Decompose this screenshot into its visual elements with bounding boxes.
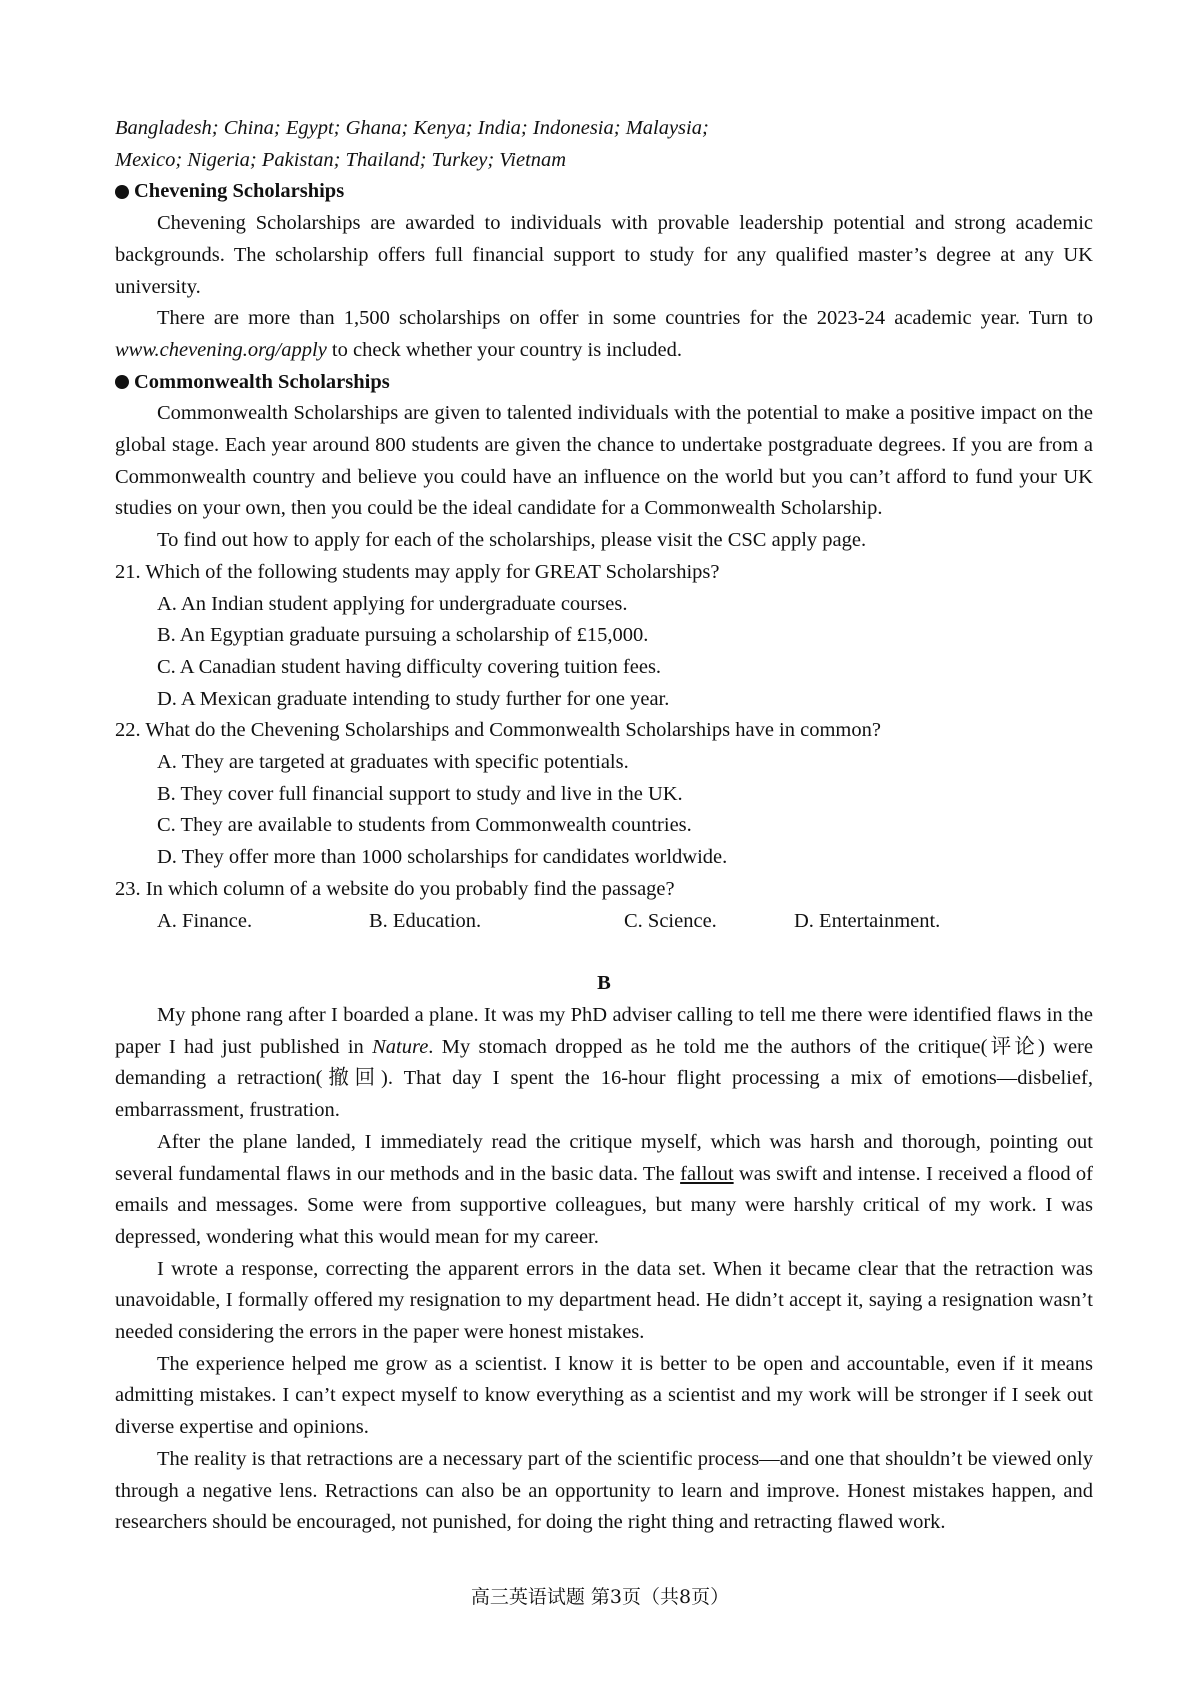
- chevening-heading: [115, 176, 1093, 208]
- question-22-option-d: D. They offer more than 1000 scholarships for candidates worldwide.: [157, 846, 728, 869]
- chevening-heading-text: Chevening Scholarships: [134, 180, 345, 203]
- passage-b-paragraph-4: The experience helped me grow as a scientist. I know it is better to be open and accountable, even if it means admitting mistakes. I can’t expect myself to know everything as a scientist and my work will be stronger if I seek out diverse expertise and opinions.: [115, 1352, 1093, 1439]
- section-b-label: B: [597, 972, 611, 995]
- chevening-apply-link: www.chevening.org/apply: [115, 338, 327, 361]
- nature-journal-title: Nature: [372, 1035, 429, 1058]
- page-footer: 高三英语试题 第3页（共8页）: [470, 1586, 730, 1608]
- question-23-stem: 23. In which column of a website do you probably find the passage?: [115, 877, 675, 900]
- chevening-paragraph-1: Chevening Scholarships are awarded to individuals with provable leadership potential and strong academic backgrounds. The scholarship offers full financial support to study for any qualified master’s degree at any UK university.: [115, 212, 1093, 298]
- question-23-option-a: A. Finance.: [157, 909, 253, 932]
- passage-b-paragraph-2: [115, 1127, 1093, 1254]
- question-21-option-a: A. An Indian student applying for undergraduate courses.: [157, 592, 628, 615]
- passage-b-paragraph-1: [115, 1000, 1093, 1127]
- passage-b-p1-start: My phone rang after I boarded a plane. It was my PhD adviser calling to tell me there were identified flaws in the paper I had just published in: [115, 1003, 1093, 1058]
- commonwealth-paragraph-2: To find out how to apply for each of the scholarships, please visit the CSC apply page.: [157, 529, 867, 552]
- question-21-option-c: C. A Canadian student having difficulty covering tuition fees.: [157, 655, 662, 678]
- question-21-stem: 21. Which of the following students may apply for GREAT Scholarships?: [115, 560, 720, 583]
- passage-b-paragraph-3: I wrote a response, correcting the apparent errors in the data set. When it became clear that the retraction was unavoidable, I formally offered my resignation to my department head. He didn’t accept it, saying a resignation wasn’t needed considering the errors in the paper were honest mistakes.: [115, 1257, 1093, 1344]
- passage-b-p2-start: After the plane landed, I immediately read the critique myself, which was harsh and thorough, pointing out several fundamental flaws in our methods and in the basic data. The: [115, 1130, 1093, 1185]
- passage-b-p2-end: was swift and intense. I received a flood of emails and messages. Some were from supportive colleagues, but many were harshly critical of my work. I was depressed, wondering what this would mean for my career.: [115, 1162, 1093, 1248]
- question-23-option-c: C. Science.: [624, 909, 717, 932]
- bullet-icon: [115, 375, 129, 389]
- chevening-p2-text-end: to check whether your country is included.: [326, 338, 683, 361]
- chevening-p2-text-start: There are more than 1,500 scholarships on offer in some countries for the 2023-24 academic year. Turn to: [157, 307, 1093, 330]
- question-21-option-b: B. An Egyptian graduate pursuing a scholarship of £15,000.: [157, 624, 649, 647]
- question-22-option-a: A. They are targeted at graduates with specific potentials.: [157, 751, 629, 774]
- question-23-options: [115, 906, 1093, 938]
- question-22-option-c: C. They are available to students from Commonwealth countries.: [157, 814, 692, 837]
- question-22-stem: 22. What do the Chevening Scholarships and Commonwealth Scholarships have in common?: [115, 719, 881, 742]
- underlined-word-fallout: fallout: [680, 1162, 734, 1185]
- question-23-option-b: B. Education.: [369, 909, 482, 932]
- question-21-option-d: D. A Mexican graduate intending to study further for one year.: [157, 687, 670, 710]
- commonwealth-paragraph-1: Commonwealth Scholarships are given to talented individuals with the potential to make a positive impact on the global stage. Each year around 800 students are given the chance to undertake postgraduate degrees. If you are from a Commonwealth country and believe you could have an influence on the world but you can’t afford to fund your UK studies on your own, then you could be the ideal candidate for a Commonwealth Scholarship.: [115, 402, 1093, 520]
- commonwealth-heading: [115, 367, 1093, 399]
- country-list-line-1: Bangladesh; China; Egypt; Ghana; Kenya; India; Indonesia; Malaysia;: [115, 117, 709, 139]
- passage-b-p1-end: . My stomach dropped as he told me the authors of the critique(评论) were demanding a retraction(撤回). That day I spent the 16-hour flight processing a mix of emotions—disbelief, embarrassment, frustration.: [115, 1035, 1093, 1122]
- bullet-icon: [115, 185, 129, 199]
- commonwealth-heading-text: Commonwealth Scholarships: [134, 370, 390, 393]
- exam-page: [115, 113, 1093, 1539]
- question-22-option-b: B. They cover full financial support to study and live in the UK.: [157, 782, 683, 805]
- passage-b-paragraph-5: The reality is that retractions are a necessary part of the scientific process—and one that shouldn’t be viewed only through a negative lens. Retractions can also be an opportunity to learn and improve. Honest mistakes happen, and researchers should be encouraged, not punished, for doing the right thing and retracting flawed work.: [115, 1447, 1093, 1534]
- country-list-line-2: Mexico; Nigeria; Pakistan; Thailand; Turkey; Vietnam: [115, 148, 567, 171]
- chevening-paragraph-2: [115, 303, 1093, 366]
- question-23-option-d: D. Entertainment.: [794, 909, 941, 932]
